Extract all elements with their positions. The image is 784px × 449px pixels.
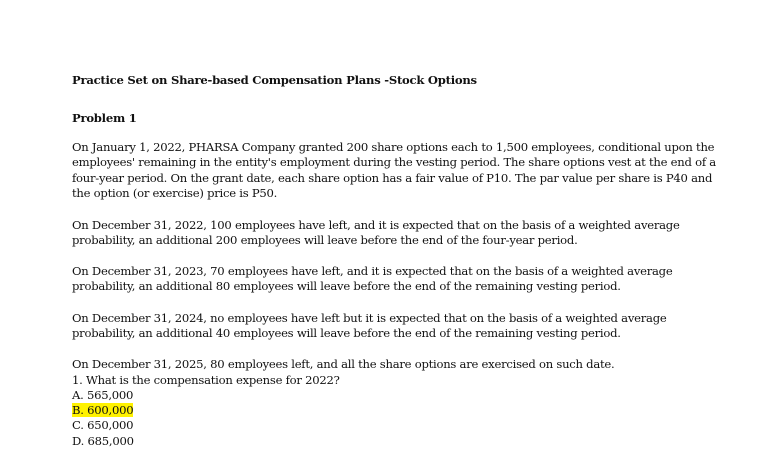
question-text: 1. What is the compensation expense for 2022? [72, 372, 340, 387]
paragraph-2025: On December 31, 2025, 80 employees left, and all the share options are exercised on such date. [72, 357, 615, 371]
option-b [72, 403, 732, 418]
option-c: C. 650,000 [72, 418, 134, 433]
option-a: A. 565,000 [72, 387, 134, 402]
question-block [72, 373, 732, 449]
paragraph-2023: On December 31, 2023, 70 employees have left, and it is expected that on the basis of a weighted average probability, an additional 80 employees will leave before the end of the remaining vesting period. [72, 264, 673, 294]
paragraph-2024: On December 31, 2024, no employees have left but it is expected that on the basis of a weighted average probability, an additional 40 employees will leave before the end of the remaining vesting period. [72, 311, 667, 341]
option-d: D. 685,000 [72, 433, 134, 448]
document-page [72, 73, 732, 448]
problem-heading: Problem 1 [72, 111, 137, 125]
highlighted-answer: B. 600,000 [72, 403, 134, 418]
document-title: Practice Set on Share-based Compensation Plans -Stock Options [72, 73, 477, 87]
paragraph-grant: On January 1, 2022, PHARSA Company granted 200 share options each to 1,500 employees, conditional upon the employees' remaining in the entity's employment during the vesting period. The share options vest at the end of a four-year period. On the grant date, each share option has a fair value of P10. The par value per share is P40 and the option (or exercise) price is P50. [72, 140, 716, 200]
paragraph-2022: On December 31, 2022, 100 employees have left, and it is expected that on the basis of a weighted average probability, an additional 200 employees will leave before the end of the four-year period. [72, 218, 680, 248]
